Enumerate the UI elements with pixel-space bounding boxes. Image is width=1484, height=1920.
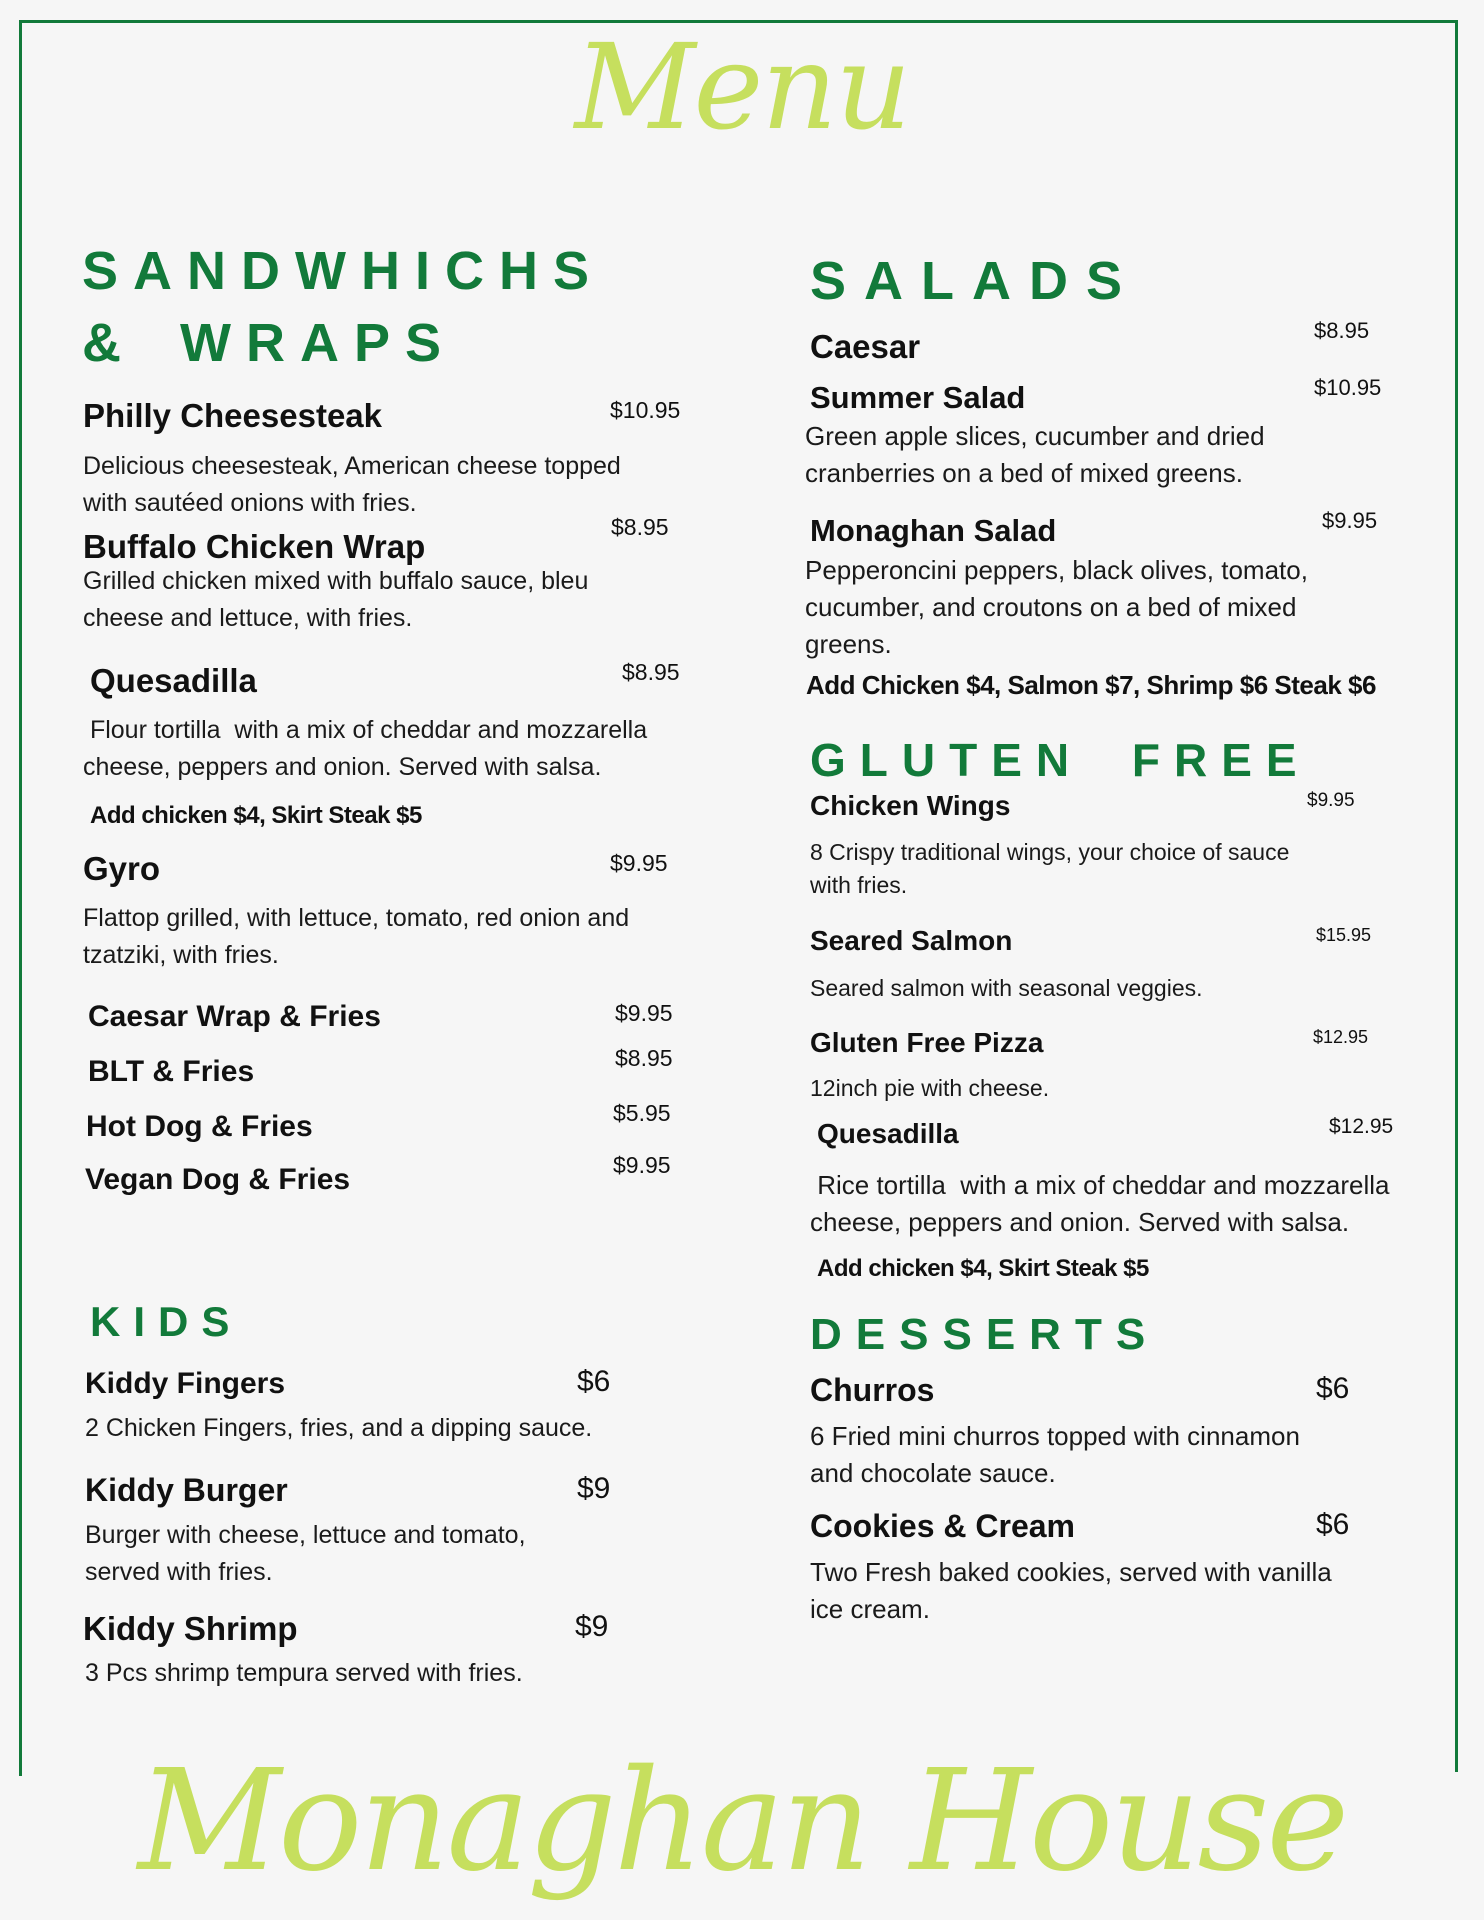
item-name: Kiddy Burger [85,1472,288,1508]
item-price: $9.95 [610,850,668,876]
item-description: 3 Pcs shrimp tempura served with fries. [85,1659,523,1687]
section-heading-sandwiches: SANDWHICHS [82,241,604,301]
item-price: $9.95 [613,1152,671,1178]
item-name: BLT & Fries [88,1055,255,1088]
item-price: $9 [577,1472,611,1505]
item-price: $6 [1316,1372,1350,1405]
item-description: Grilled chicken mixed with buffalo sauce, bleu cheese and lettuce, with fries. [83,567,589,632]
section-heading-gluten-free: GLUTEN FREE [810,734,1311,786]
item-description: Burger with cheese, lettuce and tomato, served with fries. [85,1521,526,1586]
item-description: 8 Crispy traditional wings, your choice of sauce with fries. [810,839,1290,898]
item-price: $15.95 [1316,925,1372,945]
item-price: $6 [1316,1508,1350,1541]
item-price: $8.95 [622,659,680,685]
item-price: $6 [577,1365,611,1398]
section-heading-salads: SALADS [810,251,1141,311]
item-name: Seared Salmon [810,925,1013,956]
frame-left-border [19,20,22,1776]
item-price: $8.95 [611,514,669,540]
item-name: Quesadilla [90,662,257,699]
item-name: Churros [810,1372,935,1408]
item-name: Gluten Free Pizza [810,1027,1044,1058]
addon-note: Add Chicken $4, Salmon $7, Shrimp $6 Steak $6 [806,670,1376,700]
section-heading-kids: KIDS [90,1298,243,1345]
item-description: Delicious cheesesteak, American cheese topped with sautéed onions with fries. [83,452,621,517]
item-price: $9.95 [615,1000,673,1026]
item-name: Buffalo Chicken Wrap [83,528,426,565]
frame-right-border [1455,20,1458,1772]
item-name: Philly Cheesesteak [83,397,382,434]
item-price: $12.95 [1313,1027,1369,1047]
brand-name: Monaghan House [137,1740,1347,1903]
item-description: 6 Fried mini churros topped with cinnamon and chocolate sauce. [810,1421,1300,1488]
menu-title: Menu [574,18,910,156]
item-name: Quesadilla [817,1118,959,1149]
item-name: Cookies & Cream [810,1508,1075,1544]
item-price: $8.95 [615,1045,673,1071]
item-name: Kiddy Shrimp [83,1610,298,1647]
item-price: $8.95 [1314,318,1370,343]
addon-note: Add chicken $4, Skirt Steak $5 [817,1255,1149,1282]
item-name: Caesar [810,328,921,365]
item-description: 2 Chicken Fingers, fries, and a dipping sauce. [85,1414,593,1442]
item-price: $9.95 [1322,508,1378,533]
item-name: Kiddy Fingers [85,1367,286,1400]
item-name: Gyro [83,850,161,887]
item-name: Monaghan Salad [810,513,1057,548]
item-price: $12.95 [1329,1115,1394,1138]
addon-note: Add chicken $4, Skirt Steak $5 [90,802,422,829]
section-heading-wraps: & WRAPS [82,313,456,373]
item-description: Green apple slices, cucumber and dried cranberries on a bed of mixed greens. [805,421,1265,488]
item-description: 12inch pie with cheese. [810,1075,1050,1101]
item-description: Pepperoncini peppers, black olives, tomato, cucumber, and croutons on a bed of mixed greens. [805,555,1308,659]
item-description: Rice tortilla with a mix of cheddar and mozzarella cheese, peppers and onion. Served with salsa. [810,1170,1390,1237]
item-description: Two Fresh baked cookies, served with vanilla ice cream. [810,1557,1332,1624]
item-price: $10.95 [610,397,681,423]
item-description: Flour tortilla with a mix of cheddar and mozzarella cheese, peppers and onion. Served with salsa. [83,716,648,781]
item-name: Hot Dog & Fries [86,1110,313,1143]
item-price: $5.95 [613,1100,671,1126]
item-price: $9.95 [1307,790,1355,811]
section-heading-desserts: DESSERTS [810,1310,1160,1359]
item-name: Summer Salad [810,380,1026,415]
item-description: Seared salmon with seasonal veggies. [810,975,1203,1001]
item-description: Flattop grilled, with lettuce, tomato, red onion and tzatziki, with fries. [83,904,630,969]
item-price: $10.95 [1314,375,1382,400]
item-name: Chicken Wings [810,790,1011,821]
item-price: $9 [575,1610,609,1643]
item-name: Caesar Wrap & Fries [88,1000,381,1033]
item-name: Vegan Dog & Fries [85,1163,351,1196]
